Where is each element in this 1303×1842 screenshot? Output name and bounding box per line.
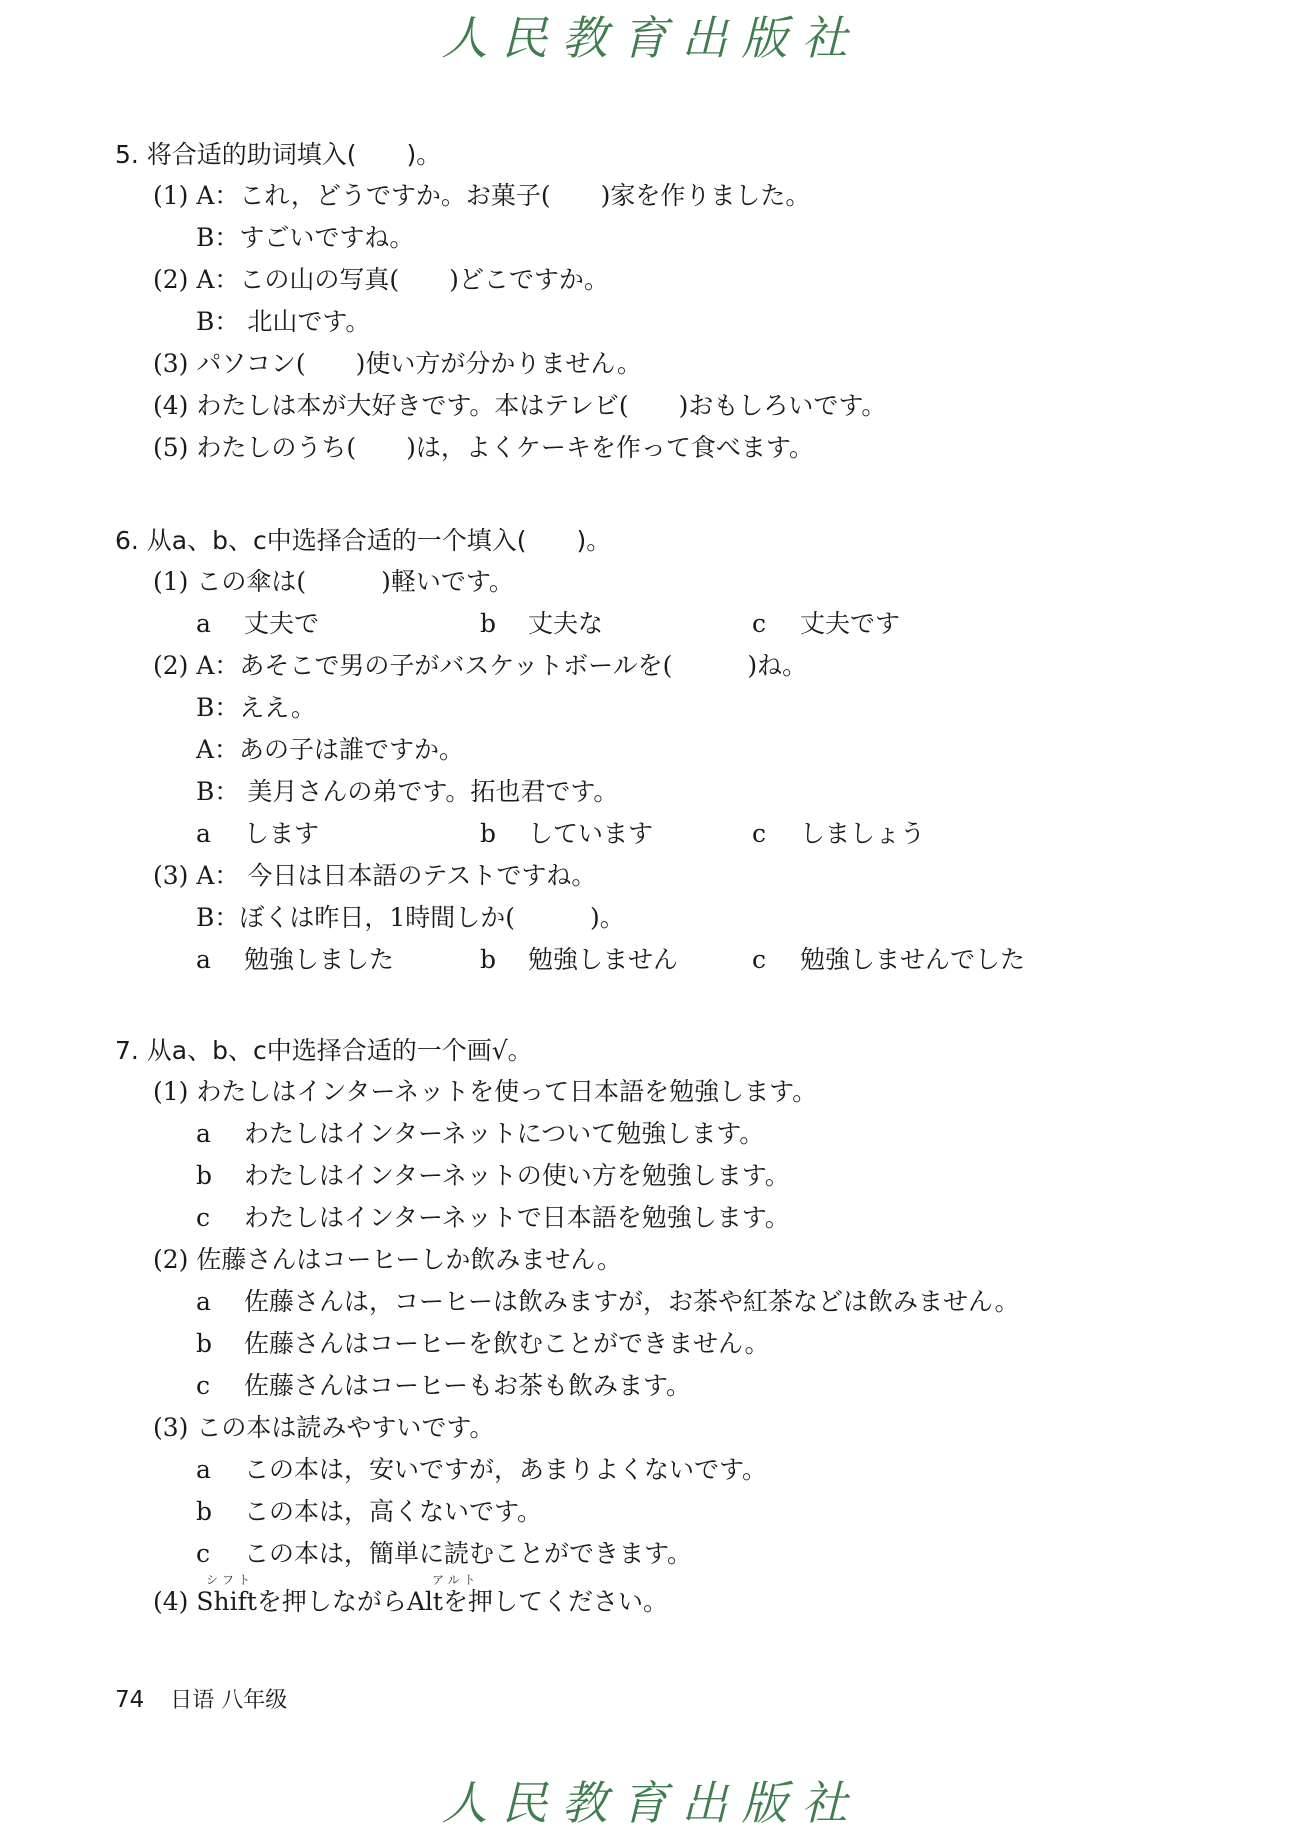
- page-footer: [115, 1684, 287, 1717]
- q5-line: (2) A：この山の写真( )どこですか。: [153, 265, 609, 294]
- publisher-logo-top: 人民教育出版社: [441, 11, 862, 65]
- q6-s2-option-c: c しましょう: [752, 819, 926, 848]
- ruby-alt: アルト: [432, 1573, 480, 1587]
- q5-line: (1) A：これ，どうですか。お菓子( )家を作りました。: [153, 181, 811, 210]
- q7-s4-stem: (4) Shiftを押しながらAltを押してください。: [153, 1587, 668, 1616]
- publisher-logo-bottom: 人民教育出版社: [441, 1776, 862, 1830]
- q6-s1-stem: (1) この傘は( )軽いです。: [153, 567, 514, 596]
- q7-s3-option-c: c この本は，簡単に読むことができます。: [196, 1539, 693, 1568]
- q6-s1-option-c: c 丈夫です: [752, 609, 901, 638]
- q5-line: B：すごいですね。: [196, 223, 415, 252]
- q7-s2-option-b: b 佐藤さんはコーヒーを飲むことができません。: [196, 1329, 770, 1358]
- q6-s2-line: A：あの子は誰ですか。: [196, 735, 465, 764]
- q7-s1-stem: (1) わたしはインターネットを使って日本語を勉強します。: [153, 1077, 818, 1106]
- q5-line: B： 北山です。: [196, 307, 371, 336]
- q7-s1-option-c: c わたしはインターネットで日本語を勉強します。: [196, 1203, 790, 1232]
- q5-line: (5) わたしのうち( )は，よくケーキを作って食べます。: [153, 433, 814, 462]
- q7-s2-option-c: c 佐藤さんはコーヒーもお茶も飲みます。: [196, 1371, 692, 1400]
- q5-line: (4) わたしは本が大好きです。本はテレビ( )おもしろいです。: [153, 391, 887, 420]
- q7-s2-stem: (2) 佐藤さんはコーヒーしか飲みません。: [153, 1245, 622, 1274]
- q6-heading: 6. 从a、b、c中选择合适的一个填入( )。: [115, 526, 612, 555]
- q6-s2-line: (2) A：あそこで男の子がバスケットボールを( )ね。: [153, 651, 808, 680]
- q6-s3-option-c: c 勉強しませんでした: [752, 945, 1026, 974]
- page-number: 74: [115, 1687, 145, 1713]
- q6-s3-option-a: a 勉強しました: [196, 945, 395, 974]
- q6-s2-line: B： 美月さんの弟です。拓也君です。: [196, 777, 619, 806]
- q5-heading: 5. 将合适的助词填入( )。: [115, 140, 442, 169]
- q6-s2-option-a: a します: [196, 819, 320, 848]
- q6-s2-option-b: b しています: [480, 819, 654, 848]
- q7-s3-option-b: b この本は，高くないです。: [196, 1497, 543, 1526]
- q7-s2-option-a: a 佐藤さんは，コーヒーは飲みますが，お茶や紅茶などは飲みません。: [196, 1287, 1020, 1316]
- q6-s3-option-b: b 勉強しません: [480, 945, 679, 974]
- q7-heading: 7. 从a、b、c中选择合适的一个画√。: [115, 1036, 533, 1065]
- q7-s1-option-b: b わたしはインターネットの使い方を勉強します。: [196, 1161, 790, 1190]
- q6-s1-option-b: b 丈夫な: [480, 609, 604, 638]
- q6-s3-line: (3) A： 今日は日本語のテストですね。: [153, 861, 597, 890]
- book-title: 日语 八年级: [170, 1688, 288, 1713]
- q6-s1-option-a: a 丈夫で: [196, 609, 320, 638]
- q7-s3-option-a: a この本は，安いですが，あまりよくないです。: [196, 1455, 768, 1484]
- q5-line: (3) パソコン( )使い方が分かりません。: [153, 349, 642, 378]
- q7-s1-option-a: a わたしはインターネットについて勉強します。: [196, 1119, 765, 1148]
- q6-s3-line: B：ぼくは昨日，1時間しか( )。: [196, 903, 625, 932]
- q6-s2-line: B：ええ。: [196, 693, 316, 722]
- q7-s3-stem: (3) この本は読みやすいです。: [153, 1413, 495, 1442]
- ruby-shift: シフト: [206, 1573, 255, 1587]
